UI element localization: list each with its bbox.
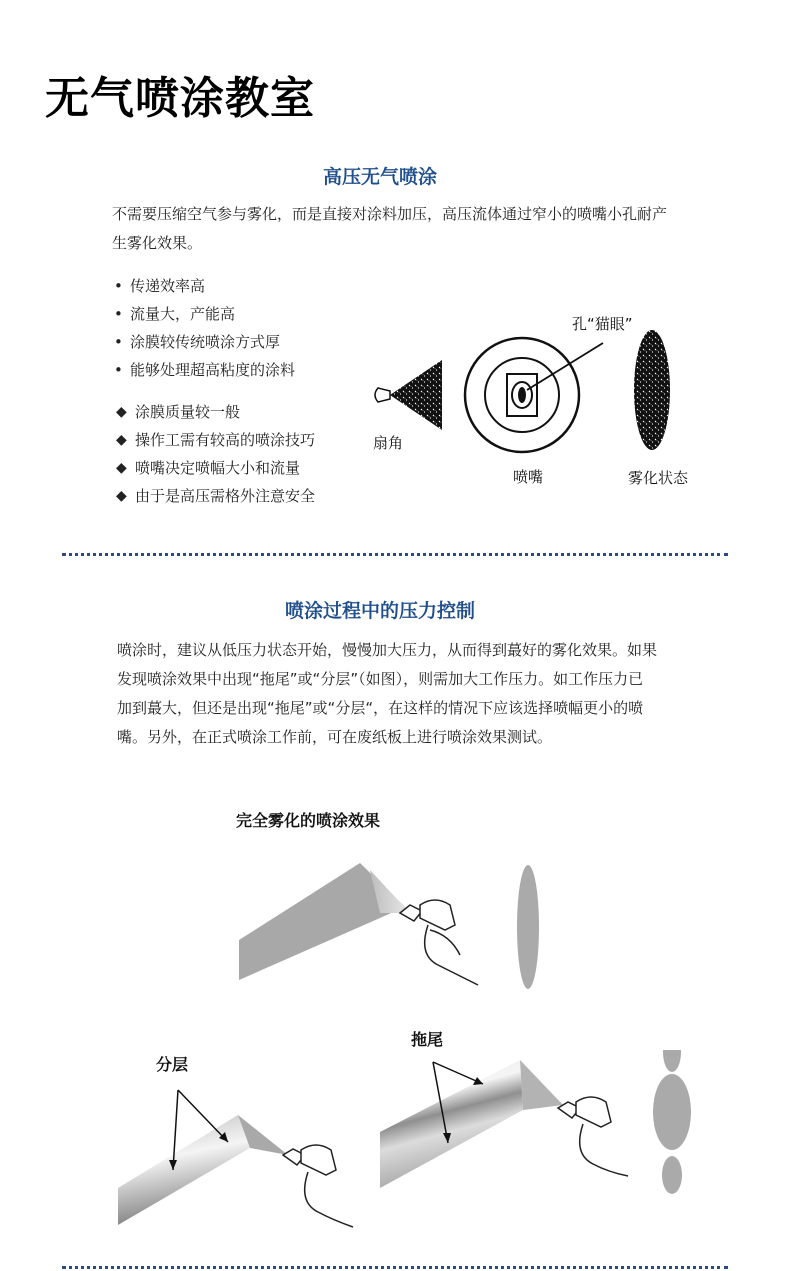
- section-divider: [62, 1266, 728, 1269]
- spray-gun-icon: [400, 900, 478, 985]
- nozzle-face-icon: [465, 338, 603, 452]
- advantages-list: [114, 272, 295, 384]
- section1-paragraph: 不需要压缩空气参与雾化，而是直接对涂料加压，高压流体通过窄小的喷嘴小孔耐产生雾化效果。: [112, 205, 668, 252]
- fan-angle-icon: [375, 360, 442, 430]
- layering-illustration: [118, 1080, 368, 1240]
- advantage-item: • 能够处理超高粘度的涂料: [114, 356, 295, 384]
- full-atomization-illustration: [230, 855, 560, 1000]
- disadvantage-item: ◆ 操作工需有较高的喷涂技巧: [116, 426, 315, 454]
- atomized-pattern-icon: [634, 330, 670, 450]
- caption-layer: 分层: [156, 1055, 189, 1074]
- tail-pattern-center: [653, 1074, 691, 1150]
- disadvantage-item: ◆ 喷嘴决定喷幅大小和流量: [116, 454, 315, 482]
- section1-title: 高压无气喷涂: [322, 166, 437, 188]
- label-atomized: 雾化状态: [628, 469, 689, 487]
- spray-gun-icon: [283, 1145, 353, 1227]
- label-fan-angle: 扇角: [373, 434, 404, 452]
- section-divider: [62, 553, 728, 556]
- advantage-item: • 流量大，产能高: [114, 300, 295, 328]
- tail-pattern-top: [663, 1050, 681, 1072]
- section2-paragraph: 喷涂时，建议从低压力状态开始，慢慢加大压力，从而得到蕞好的雾化效果。如果发现喷涂效果中出现“拖尾”或“分层”（如图），则需加大工作压力。如工作压力已加到蕞大，但还是出现“拖尾”或“分层“，在这样的情况下应该选择喷幅更小的喷嘴。另外，在正式喷涂工作前，可在废纸板上进行喷涂效果测试。: [117, 641, 658, 746]
- full-pattern-shape: [517, 865, 539, 989]
- disadvantages-list: [116, 398, 315, 510]
- tail-pattern-bottom: [662, 1156, 682, 1194]
- caption-full-atomization: 完全雾化的喷涂效果: [236, 811, 381, 830]
- disadvantage-item: ◆ 涂膜质量较一般: [116, 398, 315, 426]
- tailing-illustration: [378, 1050, 698, 1200]
- page-title: 无气喷涂教室: [45, 73, 315, 124]
- label-nozzle: 喷嘴: [513, 468, 544, 486]
- label-hole: 孔“猫眼”: [572, 315, 633, 333]
- caption-tail: 拖尾: [411, 1030, 444, 1049]
- spray-gun-icon: [558, 1097, 628, 1176]
- section2-title: 喷涂过程中的压力控制: [284, 600, 475, 622]
- advantage-item: • 传递效率高: [114, 272, 295, 300]
- disadvantage-item: ◆ 由于是高压需格外注意安全: [116, 482, 315, 510]
- advantage-item: • 涂膜较传统喷涂方式厚: [114, 328, 295, 356]
